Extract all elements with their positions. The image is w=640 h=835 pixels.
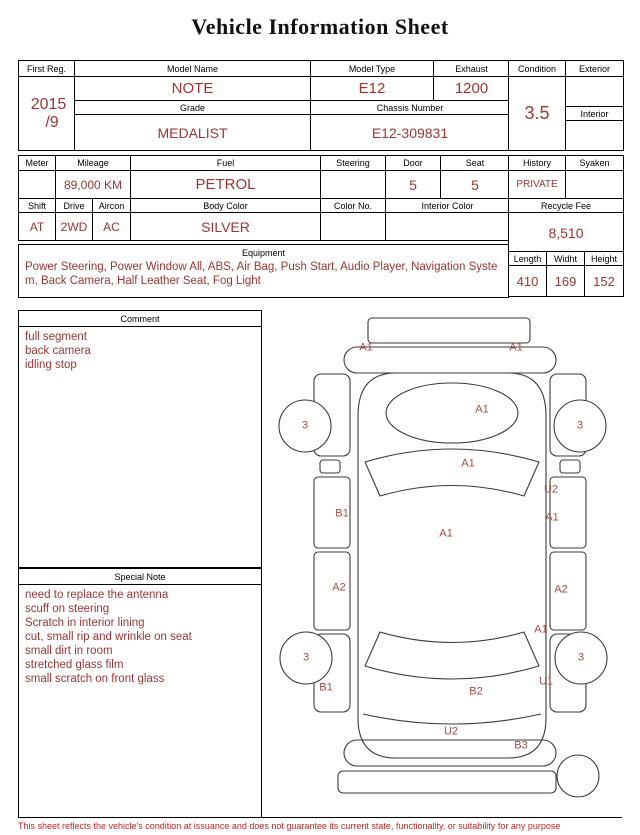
model-type-label: Model Type [311, 61, 434, 77]
special-note-text [19, 585, 261, 689]
condition-value: 3.5 [509, 77, 566, 151]
comment-line: full segment [25, 331, 88, 343]
mileage-value: 89,000 KM [56, 171, 131, 199]
car-damage-diagram [262, 310, 622, 818]
interior-color-value [386, 213, 510, 241]
model-name-label: Model Name [75, 61, 311, 77]
spare-tire [557, 755, 599, 797]
special-note-line: scuff on steering [25, 603, 110, 616]
seat-label: Seat [441, 156, 510, 171]
damage-marker: B3 [514, 739, 528, 752]
height-value: 152 [585, 266, 624, 297]
meter-value [19, 171, 56, 199]
special-note-line: small scratch on front glass [25, 673, 165, 686]
wheel-grade-marker: 3 [577, 651, 585, 664]
special-note-line: stretched glass film [25, 659, 124, 672]
condition-label: Condition [509, 61, 566, 77]
damage-marker: A2 [554, 583, 568, 596]
recycle-fee-label: Recycle Fee [509, 199, 624, 213]
history-label: History [509, 156, 566, 171]
damage-marker: A1 [509, 341, 523, 354]
damage-marker: U1 [538, 675, 554, 688]
color-no-value [321, 213, 386, 241]
equipment-text: Power Steering, Power Window All, ABS, Air Bag, Push Start, Audio Player, Navigation System, Back Camera, Half Leather Seat, Fog Light [25, 261, 498, 288]
damage-marker: U2 [443, 725, 459, 738]
equipment-label: Equipment [241, 248, 286, 258]
comment-label: Comment [19, 311, 261, 327]
interior-label: Interior [566, 107, 624, 121]
width-label: Widht [547, 252, 585, 266]
shift-label: Shift [19, 199, 56, 213]
drive-value: 2WD [56, 213, 93, 241]
chassis-number-label: Chassis Number [311, 101, 510, 115]
body-color-value: SILVER [131, 213, 321, 241]
vehicle-info-table [18, 60, 510, 151]
dimensions-table [508, 251, 624, 297]
condition-table [508, 60, 624, 151]
drive-label: Drive [56, 199, 93, 213]
damage-marker: A1 [359, 341, 373, 354]
chassis-number-value: E12-309831 [311, 115, 510, 151]
disclaimer-text: This sheet reflects the vehicle's condition at issuance and does not guarantee its current state, functionality, or suitability for any purpose [18, 821, 561, 831]
comment-box [18, 310, 262, 568]
exhaust-value: 1200 [434, 77, 510, 101]
damage-marker: A1 [461, 457, 475, 470]
fuel-label: Fuel [131, 156, 321, 171]
first-reg-year: 2015 [30, 95, 67, 113]
special-note-line: cut, small rip and wrinkle on seat [25, 631, 192, 644]
grade-label: Grade [75, 101, 311, 115]
first-reg-value [19, 77, 75, 151]
special-note-line: small dirt in room [25, 645, 113, 658]
comment-line: back camera [25, 345, 91, 358]
damage-marker: A1 [545, 511, 559, 524]
door-label: Door [386, 156, 441, 171]
interior-color-label: Interior Color [386, 199, 510, 213]
special-note-line: Scratch in interior lining [25, 617, 145, 630]
syaken-value [566, 171, 624, 199]
aircon-label: Aircon [93, 199, 131, 213]
steering-label: Steering [321, 156, 386, 171]
damage-marker: A2 [332, 581, 346, 594]
interior-value [566, 121, 624, 151]
damage-marker: B1 [335, 507, 349, 520]
comment-line: idling stop [25, 359, 77, 372]
height-label: Height [585, 252, 624, 266]
special-note-label: Special Note [19, 569, 261, 585]
steering-value [321, 171, 386, 199]
exterior-value [566, 77, 624, 107]
model-name-value: NOTE [75, 77, 311, 101]
meter-label: Meter [19, 156, 56, 171]
length-label: Length [509, 252, 547, 266]
equipment-box [18, 244, 509, 298]
width-value: 169 [547, 266, 585, 297]
grade-value: MEDALIST [75, 115, 311, 151]
door-value: 5 [386, 171, 441, 199]
comment-text [19, 327, 261, 375]
recycle-fee-value: 8,510 [509, 213, 624, 253]
damage-marker: U2 [543, 483, 559, 496]
model-type-value: E12 [311, 77, 434, 101]
wheel-grade-marker: 3 [301, 419, 309, 432]
exhaust-label: Exhaust [434, 61, 510, 77]
specs-table [18, 155, 510, 241]
damage-marker: B2 [469, 685, 483, 698]
damage-marker: A1 [475, 403, 489, 416]
footer-divider [18, 817, 622, 818]
history-table [508, 155, 624, 253]
seat-value: 5 [441, 171, 510, 199]
car-outline-drawing [262, 310, 622, 818]
syaken-label: Syaken [566, 156, 624, 171]
damage-marker: A1 [534, 623, 548, 636]
damage-marker: B1 [319, 681, 333, 694]
color-no-label: Color No. [321, 199, 386, 213]
wheel-grade-marker: 3 [302, 651, 310, 664]
special-note-box [18, 568, 262, 818]
exterior-label: Exterior [566, 61, 624, 77]
page-title: Vehicle Information Sheet [191, 14, 449, 39]
aircon-value: AC [93, 213, 131, 241]
mileage-label: Mileage [56, 156, 131, 171]
first-reg-label: First Reg. [19, 61, 75, 77]
special-note-line: need to replace the antenna [25, 589, 169, 601]
history-value: PRIVATE [509, 171, 566, 199]
damage-marker: A1 [439, 527, 453, 540]
first-reg-month: /9 [45, 113, 59, 131]
length-value: 410 [509, 266, 547, 297]
shift-value: AT [19, 213, 56, 241]
wheel-grade-marker: 3 [576, 419, 584, 432]
body-color-label: Body Color [131, 199, 321, 213]
fuel-value: PETROL [131, 171, 321, 199]
